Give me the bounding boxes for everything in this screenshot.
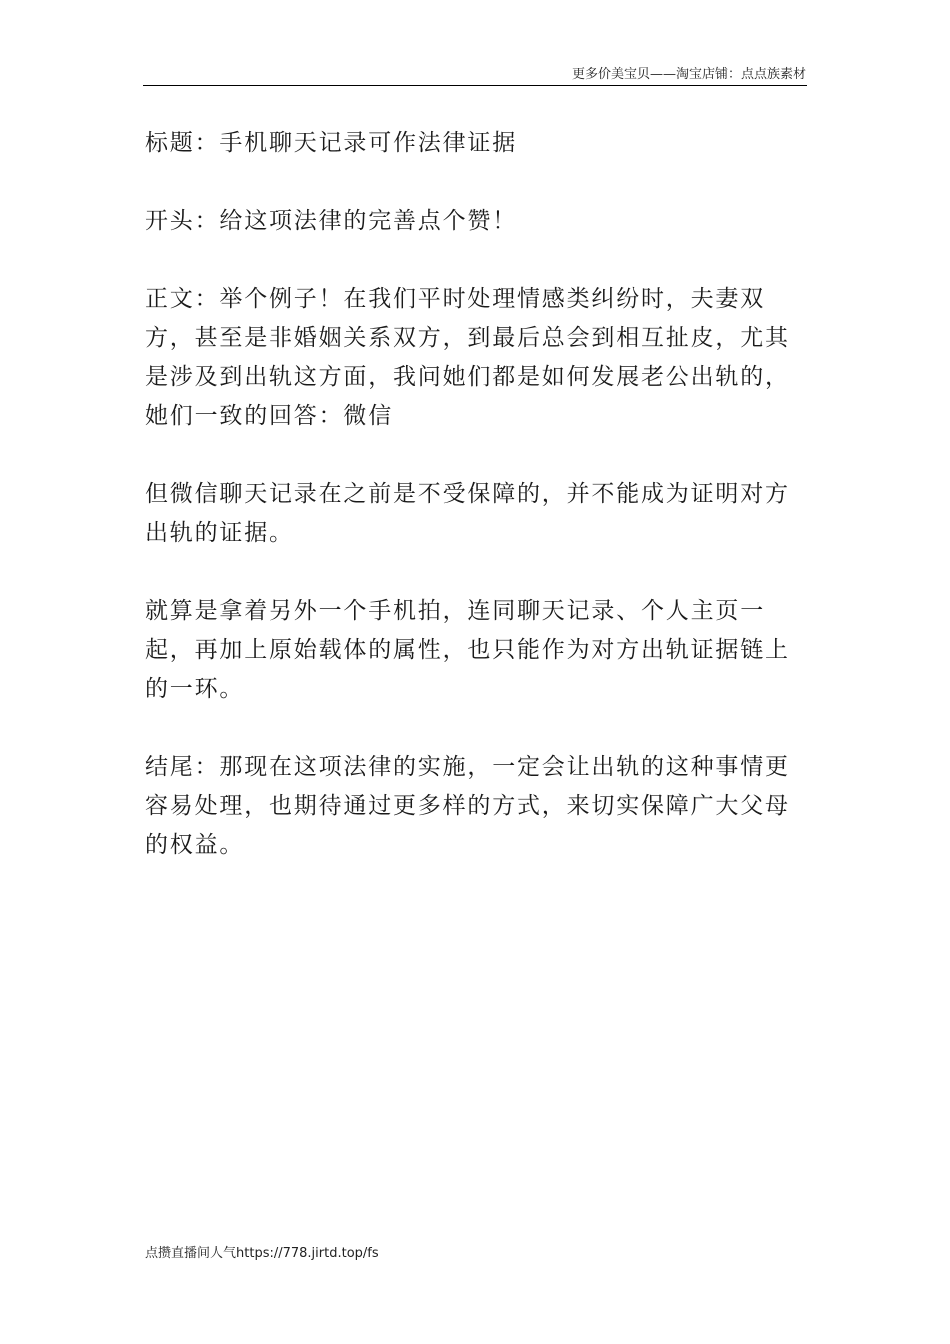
closing-paragraph: 结尾：那现在这项法律的实施，一定会让出轨的这种事情更容易处理，也期待通过更多样的方式，来切实保障广大父母的权益。 [145, 754, 790, 858]
page-header: 更多价美宝贝——淘宝店铺：点点族素材 [571, 67, 806, 82]
wechat-evidence-paragraph: 但微信聊天记录在之前是不受保障的，并不能成为证明对方出轨的证据。 [145, 481, 790, 546]
page-footer [145, 1245, 379, 1263]
opening-paragraph: 开头：给这项法律的完善点个赞！ [145, 208, 517, 234]
header-divider [143, 85, 807, 86]
footer-label: 点攒直播间人气 [145, 1246, 237, 1261]
footer-link[interactable]: https://778.jirtd.top/fs [236, 1246, 379, 1261]
main-body-paragraph: 正文：举个例子！在我们平时处理情感类纠纷时，夫妻双方，甚至是非婚姻关系双方，到最后总会到相互扯皮，尤其是涉及到出轨这方面，我问她们都是如何发展老公出轨的，她们一致的回答：微信 [145, 286, 790, 429]
evidence-chain-paragraph: 就算是拿着另外一个手机拍，连同聊天记录、个人主页一起，再加上原始载体的属性，也只能作为对方出轨证据链上的一环。 [145, 598, 790, 702]
title-paragraph: 标题：手机聊天记录可作法律证据 [145, 130, 517, 156]
document-body [145, 124, 807, 904]
